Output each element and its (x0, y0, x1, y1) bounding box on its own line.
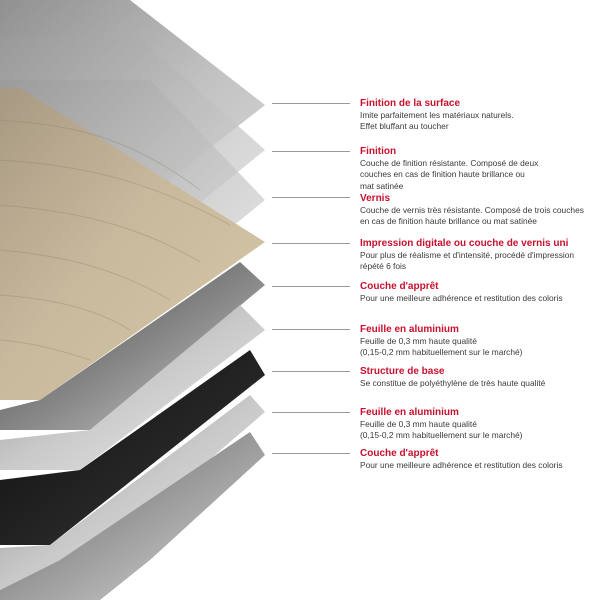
label-desc-line: en cas de finition haute brillance ou mat satinée (360, 216, 537, 227)
label-desc-line: Pour une meilleure adhérence et restitution des coloris (360, 293, 563, 303)
label-primer-bottom (360, 448, 596, 471)
leader-line-9 (272, 453, 350, 454)
leader-line-4 (272, 243, 350, 244)
label-desc-line: Feuille de 0,3 mm haute qualité (360, 419, 477, 429)
leader-line-2 (272, 151, 350, 152)
label-surface-finish (360, 98, 596, 133)
leader-line-3 (272, 197, 350, 198)
label-desc-line: (0,15-0,2 mm habituellement sur le marché) (360, 430, 523, 441)
label-aluminium-bottom (360, 407, 596, 442)
label-aluminium-top (360, 324, 596, 359)
leader-line-6 (272, 329, 350, 330)
label-title: Couche d'apprêt (360, 281, 439, 292)
label-title: Finition (360, 146, 397, 157)
label-desc-line: Effet bluffant au toucher (360, 121, 449, 132)
label-digital-print (360, 238, 596, 273)
label-varnish (360, 193, 596, 228)
label-finish (360, 146, 596, 192)
label-desc-line: Imite parfaitement les matériaux naturels. (360, 110, 514, 120)
label-title: Impression digitale ou couche de vernis uni (360, 238, 569, 249)
label-base-structure (360, 366, 596, 389)
label-desc-line: couches en cas de finition haute brillance ou (360, 169, 525, 180)
label-desc-line: Pour une meilleure adhérence et restitution des coloris (360, 460, 563, 470)
label-desc-line: (0,15-0,2 mm habituellement sur le marché) (360, 347, 523, 358)
label-title: Couche d'apprêt (360, 448, 439, 459)
leader-line-5 (272, 286, 350, 287)
label-title: Finition de la surface (360, 98, 461, 109)
label-desc-line: Se constitue de polyéthylène de très haute qualité (360, 378, 546, 388)
label-title: Feuille en aluminium (360, 324, 459, 335)
label-primer-top (360, 281, 596, 304)
label-desc-line: répété 6 fois (360, 261, 407, 272)
label-desc-line: Couche de vernis très résistante. Composé de trois couches (360, 205, 584, 215)
label-desc-line: Feuille de 0,3 mm haute qualité (360, 336, 477, 346)
leader-line-1 (272, 103, 350, 104)
label-desc-line: mat satinée (360, 180, 404, 191)
leader-line-8 (272, 412, 350, 413)
label-desc-line: Couche de finition résistante. Composé de deux (360, 158, 539, 168)
label-title: Vernis (360, 193, 391, 204)
label-title: Feuille en aluminium (360, 407, 459, 418)
leader-line-7 (272, 371, 350, 372)
label-desc-line: Pour plus de réalisme et d'intensité, procédé d'impression (360, 250, 575, 260)
label-title: Structure de base (360, 366, 445, 377)
